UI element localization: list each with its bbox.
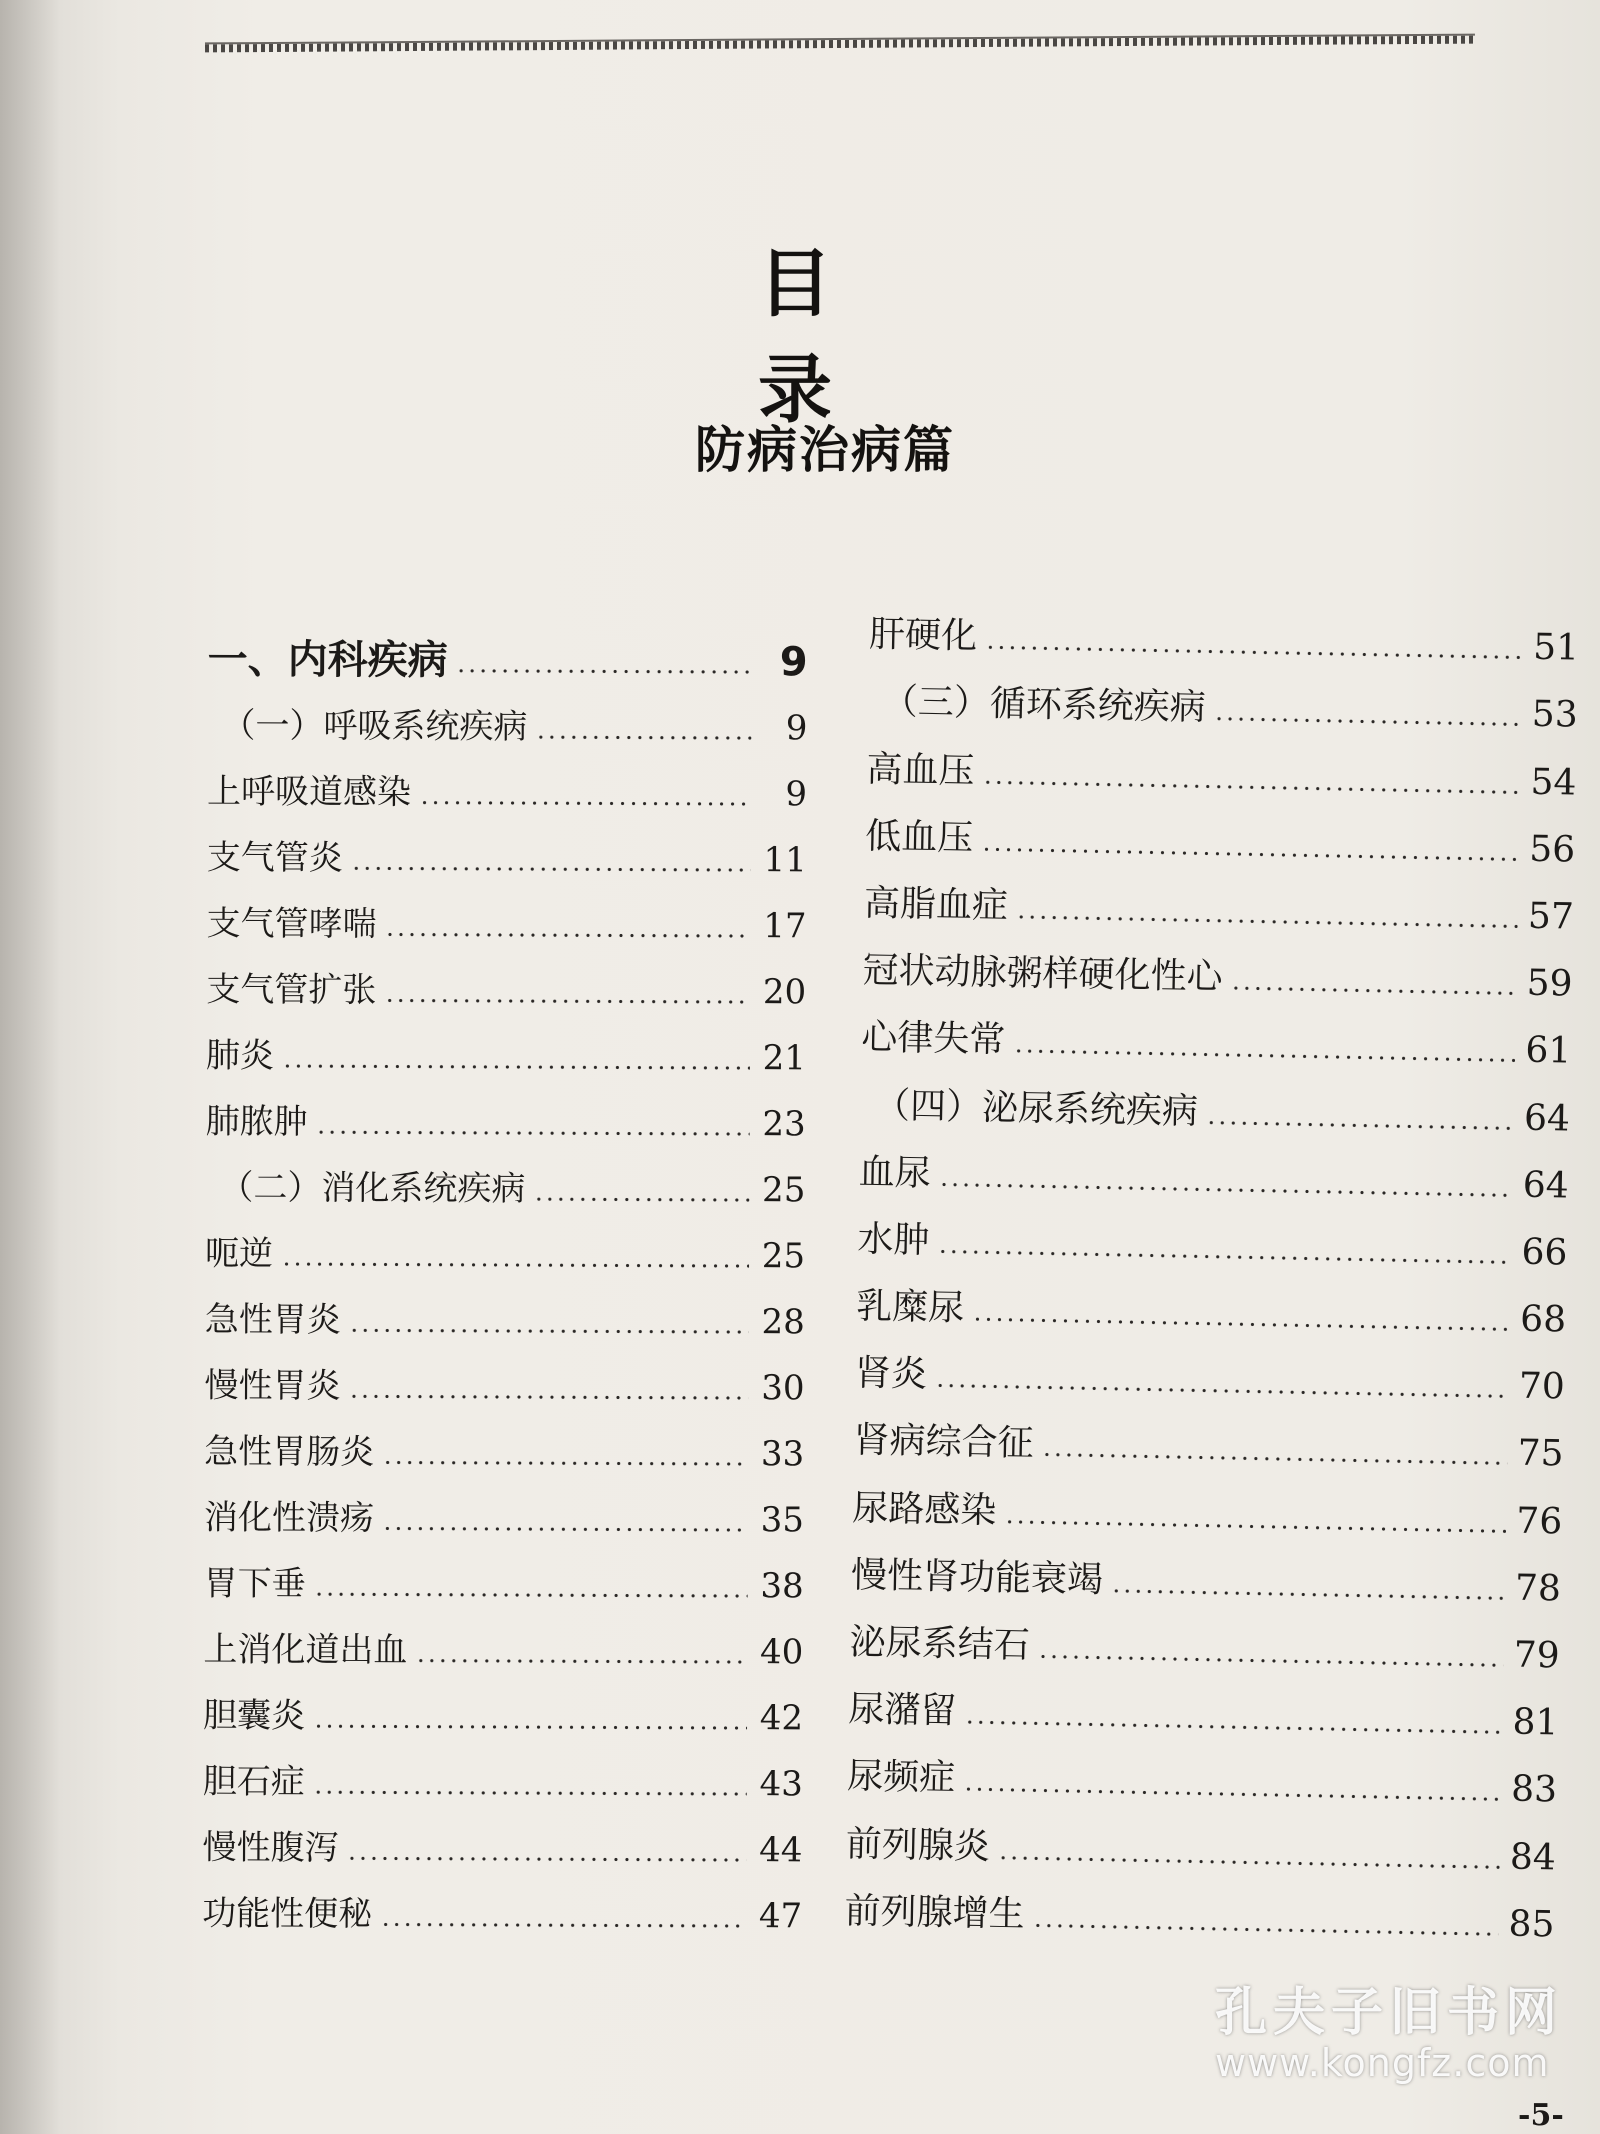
toc-entry-page: 35 <box>760 1500 805 1541</box>
toc-entry-page: 23 <box>762 1104 806 1145</box>
toc-entry-title: （四）泌尿系统疾病 <box>873 1084 1199 1132</box>
toc-entry <box>205 1142 805 1211</box>
toc-entry-page: 40 <box>760 1632 804 1673</box>
toc-entry-title: 肺炎 <box>205 1035 275 1076</box>
toc-entry <box>205 1208 805 1277</box>
toc-entry-page: 66 <box>1521 1231 1568 1274</box>
toc-leader-dots <box>456 669 752 674</box>
toc-entry <box>865 790 1576 871</box>
toc-entry <box>849 1596 1560 1677</box>
toc-leader-dots <box>382 1460 748 1466</box>
toc-leader-dots <box>533 1197 749 1202</box>
toc-entry <box>856 1260 1567 1341</box>
toc-entry <box>207 812 807 881</box>
toc-leader-dots <box>1037 1654 1503 1667</box>
toc-leader-dots <box>384 932 750 938</box>
toc-entry <box>206 1010 806 1079</box>
toc-entry-page: 11 <box>763 840 807 881</box>
toc-entry-page: 51 <box>1532 626 1580 669</box>
toc-entry-title: 急性胃肠炎 <box>204 1431 375 1473</box>
toc-entry-title: 慢性肾功能衰竭 <box>850 1554 1104 1601</box>
toc-entry-title: 肺脓肿 <box>205 1101 308 1143</box>
toc-entry-title: 支气管哮喘 <box>206 903 377 945</box>
toc-leader-dots <box>346 1856 746 1862</box>
toc-entry-page: 17 <box>763 906 807 947</box>
toc-entry-title: 支气管扩张 <box>206 969 377 1011</box>
toc-entry-page: 53 <box>1531 694 1579 736</box>
toc-entry <box>204 1472 804 1541</box>
toc-leader-dots <box>348 1394 748 1400</box>
toc-leader-dots <box>351 866 751 872</box>
toc-entry <box>861 991 1572 1072</box>
toc-leader-dots <box>349 1328 749 1334</box>
toc-entry-page: 25 <box>761 1236 806 1277</box>
toc-entry <box>206 1076 806 1145</box>
toc-entry-title: 血尿 <box>858 1151 932 1194</box>
toc-leader-dots <box>419 801 751 806</box>
toc-leader-dots <box>1016 915 1518 929</box>
toc-entry-title: 尿频症 <box>846 1756 956 1800</box>
toc-entry <box>852 1461 1563 1542</box>
toc-entry-page: 79 <box>1513 1634 1561 1677</box>
toc-entry-page: 44 <box>759 1830 803 1871</box>
toc-entry-title: 功能性便秘 <box>202 1893 373 1935</box>
toc-leader-dots <box>1013 1049 1515 1063</box>
toc-leader-dots <box>313 1724 747 1730</box>
toc-entry-title: 上消化道出血 <box>203 1629 408 1671</box>
toc-entry <box>207 746 807 815</box>
page-number: -5- <box>1518 2098 1564 2133</box>
toc-right-column <box>844 588 1580 1945</box>
toc-entry-page: 28 <box>761 1302 805 1343</box>
toc-entry-page: 30 <box>761 1368 805 1409</box>
toc-leader-dots <box>1041 1453 1507 1466</box>
toc-leader-dots <box>415 1659 747 1664</box>
toc-entry-title: 冠状动脉粥样硬化性心 <box>862 950 1223 998</box>
toc-leader-dots <box>314 1592 748 1598</box>
toc-entry <box>853 1394 1564 1475</box>
toc-entry-page: 59 <box>1526 962 1573 1005</box>
toc-leader-dots <box>981 847 1519 861</box>
toc-entry-title: 胆囊炎 <box>202 1695 306 1737</box>
toc-entry-page: 64 <box>1522 1164 1570 1207</box>
toc-entry-page: 81 <box>1512 1701 1559 1744</box>
toc-entry-title: （三）循环系统疾病 <box>881 681 1207 729</box>
watermark <box>1215 1985 1563 2085</box>
toc-entry-page: 42 <box>759 1698 804 1739</box>
toc-leader-dots <box>963 1787 1501 1801</box>
toc-leader-dots <box>1004 1519 1506 1533</box>
toc-leader-dots <box>382 1526 748 1532</box>
toc-leader-dots <box>384 998 750 1004</box>
toc-entry <box>860 1058 1571 1139</box>
toc-entry-title: 高脂血症 <box>863 882 1009 927</box>
toc-entry-title: 急性胃炎 <box>204 1299 341 1341</box>
toc-entry-page: 47 <box>758 1896 803 1937</box>
toc-leader-dots <box>985 645 1523 659</box>
toc-entry <box>202 1802 802 1871</box>
toc-entry-page: 61 <box>1525 1029 1572 1072</box>
toc-entry-page: 33 <box>760 1434 805 1475</box>
toc-entry-title: 肾炎 <box>854 1353 928 1396</box>
toc-entry-title: 肝硬化 <box>868 614 978 658</box>
toc-entry <box>862 924 1573 1005</box>
toc-entry-page: 38 <box>760 1566 804 1607</box>
toc-entry-title: 泌尿系结石 <box>849 1621 1031 1667</box>
toc-leader-dots <box>1111 1589 1505 1601</box>
header-dotted-rule <box>205 34 1475 53</box>
toc-entry-title: 尿路感染 <box>851 1487 997 1532</box>
toc-entry-page: 85 <box>1508 1903 1555 1946</box>
toc-entry <box>207 614 808 686</box>
toc-entry <box>851 1528 1562 1609</box>
toc-entry-page: 43 <box>759 1764 803 1805</box>
toc-leader-dots <box>1032 1923 1498 1936</box>
toc-entry <box>207 680 807 749</box>
toc-entry-title: 上呼吸道感染 <box>207 771 412 813</box>
toc-entry <box>844 1864 1555 1945</box>
toc-leader-dots <box>1214 717 1522 727</box>
toc-entry <box>202 1868 802 1937</box>
toc-entry-page: 84 <box>1509 1836 1557 1878</box>
toc-entry-page: 78 <box>1514 1567 1562 1610</box>
toc-left-column <box>202 614 808 1937</box>
toc-entry-page: 9 <box>785 774 808 815</box>
toc-leader-dots <box>316 1130 750 1136</box>
toc-entry <box>204 1340 804 1409</box>
toc-entry <box>205 1274 805 1343</box>
toc-entry-title: （一）呼吸系统疾病 <box>221 705 528 748</box>
toc-entry-title: 水肿 <box>857 1218 930 1262</box>
toc-entry-title: 前列腺增生 <box>844 1890 1025 1935</box>
toc-entry-title: 消化性溃疡 <box>203 1497 375 1539</box>
toc-entry <box>206 878 806 947</box>
toc-entry <box>847 1730 1558 1811</box>
toc-entry-page: 83 <box>1510 1768 1558 1811</box>
toc-entry <box>203 1670 803 1739</box>
toc-entry-title: 慢性腹泻 <box>202 1827 339 1869</box>
toc-leader-dots <box>982 780 1520 794</box>
toc-entry-page: 68 <box>1519 1298 1567 1341</box>
toc-leader-dots <box>282 1064 750 1070</box>
toc-entry-title: 慢性胃炎 <box>204 1365 341 1407</box>
toc-leader-dots <box>964 1720 1502 1734</box>
toc-entry-title: 前列腺炎 <box>845 1823 991 1868</box>
toc-leader-dots <box>972 1317 1510 1331</box>
toc-leader-dots <box>535 735 751 740</box>
toc-entry-page: 70 <box>1518 1365 1566 1408</box>
toc-leader-dots <box>313 1790 747 1796</box>
toc-entry-page: 64 <box>1523 1097 1571 1140</box>
toc-entry-page: 75 <box>1517 1433 1564 1475</box>
toc-entry-page: 56 <box>1528 828 1576 871</box>
toc-entry <box>866 722 1577 803</box>
toc-leader-dots <box>1206 1120 1514 1130</box>
toc-entry-title: 胆石症 <box>202 1761 305 1803</box>
toc-entry-page: 25 <box>762 1170 806 1211</box>
toc-entry <box>206 944 806 1013</box>
toc-entry-title: 肾病综合征 <box>853 1420 1035 1465</box>
toc-entry-page: 9 <box>785 708 808 749</box>
toc-entry-page: 20 <box>762 972 807 1013</box>
toc-entry <box>204 1538 804 1607</box>
toc-entry-title: 低血压 <box>864 815 974 859</box>
toc-entry-title: 支气管炎 <box>206 837 343 879</box>
toc-entry-title: 呃逆 <box>205 1233 274 1274</box>
toc-leader-dots <box>998 1855 1500 1869</box>
toc-entry-title: 心律失常 <box>860 1017 1006 1061</box>
toc-entry-page: 9 <box>779 639 808 686</box>
toc-entry-title: 胃下垂 <box>203 1563 306 1605</box>
toc-entry <box>845 1797 1556 1878</box>
page-edge-shadow <box>0 0 60 2134</box>
section-title: 防病治病篇 <box>695 421 955 479</box>
toc-leader-dots <box>1230 986 1516 995</box>
toc-entry-page: 57 <box>1527 895 1575 938</box>
toc-entry <box>867 655 1578 736</box>
toc-leader-dots <box>281 1262 749 1268</box>
toc-entry-title: （二）消化系统疾病 <box>219 1167 526 1210</box>
watermark-url: www.kongfz.com <box>1215 2041 1550 2085</box>
toc-entry <box>203 1604 803 1673</box>
toc-leader-dots <box>380 1922 746 1928</box>
watermark-name: 孔夫子旧书网 <box>1215 1983 1564 2043</box>
toc-entry-title: 尿潴留 <box>848 1688 957 1733</box>
toc-entry-page: 76 <box>1516 1500 1563 1543</box>
toc-entry-page: 21 <box>762 1038 807 1079</box>
toc-entry <box>204 1406 804 1475</box>
toc-entry-title: 高血压 <box>866 748 975 792</box>
toc-entry <box>203 1736 803 1805</box>
toc-entry-page: 54 <box>1530 761 1577 804</box>
toc-entry-title: 乳糜尿 <box>855 1285 965 1329</box>
toc-entry <box>869 588 1580 669</box>
contents-title: 目 录 <box>758 241 922 433</box>
toc-entry <box>848 1663 1559 1744</box>
toc-entry <box>864 857 1575 938</box>
toc-entry-title: 一、内科疾病 <box>207 636 448 684</box>
